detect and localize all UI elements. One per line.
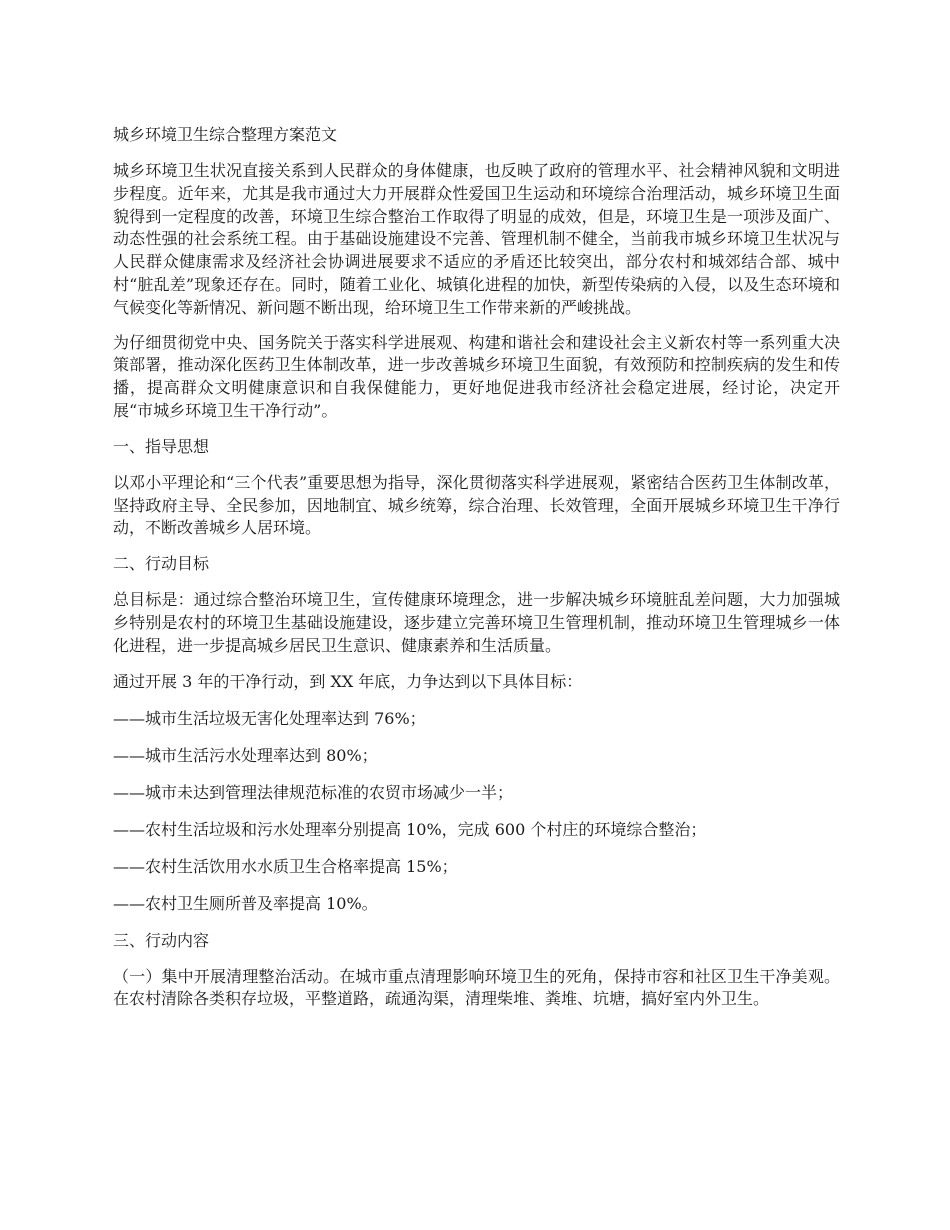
target-item: ——农村生活垃圾和污水处理率分别提高 10%，完成 600 个村庄的环境综合整治； <box>113 819 707 839</box>
intro-paragraph-1: 城乡环境卫生状况直接关系到人民群众的身体健康，也反映了政府的管理水平、社会精神风貌和文明进步程度。近年来，尤其是我市通过大力开展群众性爱国卫生运动和环境综合治理活动，城乡环境卫生面貌得到一定程度的改善，环境卫生综合整治工作取得了明显的成效，但是，环境卫生是一项涉及面广、动态性强的社会系统工程。由于基础设施建设不完善、管理机制不健全，当前我市城乡环境卫生状况与人民群众健康需求及经济社会协调进展要求不适应的矛盾还比较突出，部分农村和城郊结合部、城中村“脏乱差”现象还存在。同时，随着工业化、城镇化进程的加快，新型传染病的入侵，以及生态环境和气候变化等新情况、新问题不断出现，给环境卫生工作带来新的严峻挑战。 <box>113 161 840 317</box>
section-body-action-goals: 总目标是：通过综合整治环境卫生，宣传健康环境理念，进一步解决城乡环境脏乱差问题，大力加强城乡特别是农村的环境卫生基础设施建设，逐步建立完善环境卫生管理机制，推动环境卫生管理城乡一体化进程，进一步提高城乡居民卫生意识、健康素养和生活质量。 <box>113 590 840 655</box>
section-heading-action-goals: 二、行动目标 <box>113 554 210 574</box>
document-page <box>113 122 840 1023</box>
target-item: ——城市生活垃圾无害化处理率达到 76%； <box>113 708 426 728</box>
target-item: ——农村生活饮用水水质卫生合格率提高 15%； <box>113 856 458 876</box>
target-item: ——城市未达到管理法律规范标准的农贸市场减少一半； <box>113 782 514 802</box>
section-body-guiding-ideology: 以邓小平理论和“三个代表”重要思想为指导，深化贯彻落实科学进展观，紧密结合医药卫生体制改革，坚持政府主导、全民参加，因地制宜、城乡统筹，综合治理、长效管理，全面开展城乡环境卫生干净行动，不断改善城乡人居环境。 <box>113 472 840 538</box>
document-title: 城乡环境卫生综合整理方案范文 <box>113 125 338 144</box>
target-item: ——农村卫生厕所普及率提高 10%。 <box>113 893 378 913</box>
target-item: ——城市生活污水处理率达到 80%； <box>113 745 378 765</box>
intro-paragraph-2: 为仔细贯彻党中央、国务院关于落实科学进展观、构建和谐社会和建设社会主义新农村等一系列重大决策部署，推动深化医药卫生体制改革，进一步改善城乡环境卫生面貌，有效预防和控制疾病的发生和传播，提高群众文明健康意识和自我保健能力，更好地促进我市经济社会稳定进展，经讨论，决定开展“市城乡环境卫生干净行动”。 <box>113 332 840 420</box>
section-heading-guiding-ideology: 一、指导思想 <box>113 436 210 456</box>
section-heading-action-content: 三、行动内容 <box>113 930 210 950</box>
section-body-action-content: （一）集中开展清理整治活动。在城市重点清理影响环境卫生的死角，保持市容和社区卫生干净美观。在农村清除各类积存垃圾，平整道路，疏通沟渠，清理柴堆、粪堆、坑塘，搞好室内外卫生。 <box>113 966 840 1009</box>
targets-lead: 通过开展 3 年的干净行动，到 XX 年底，力争达到以下具体目标： <box>113 671 583 691</box>
